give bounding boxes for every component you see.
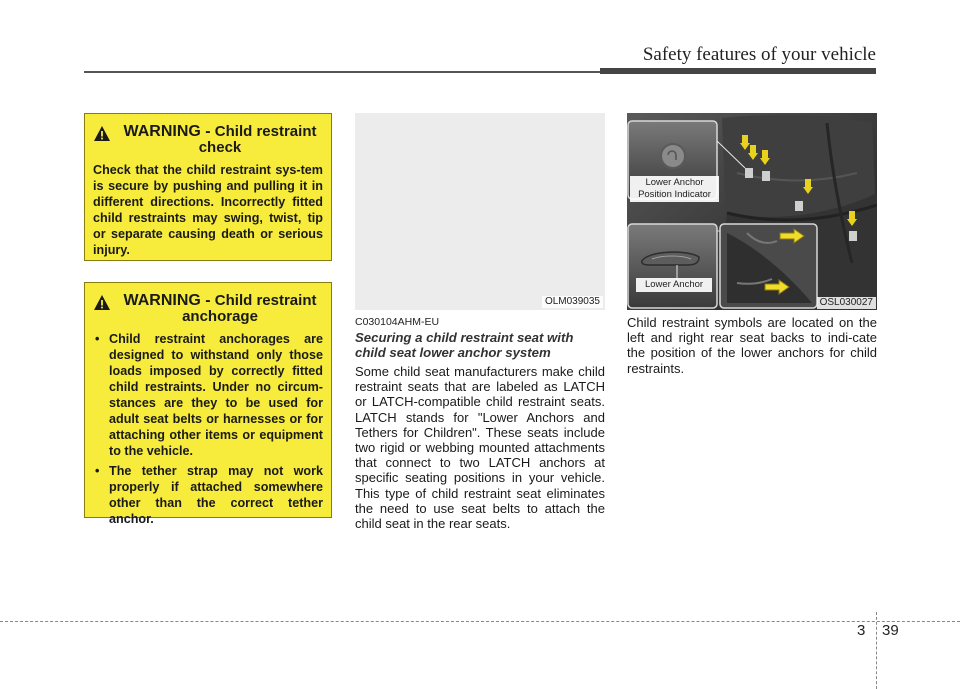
figure-code: OSL030027 bbox=[817, 297, 876, 309]
warning-title bbox=[117, 124, 323, 156]
warning-box-child-restraint-check bbox=[84, 113, 332, 261]
warning-subject: Child restraint check bbox=[198, 123, 317, 156]
warning-header bbox=[93, 124, 323, 156]
warning-list bbox=[93, 331, 323, 527]
warning-label: WARNING - bbox=[123, 123, 211, 140]
warning-title bbox=[117, 293, 323, 325]
warning-list-item: • The tether strap may not work properly if attached somewhere other than the correct tether anchor. bbox=[93, 463, 323, 527]
page-chapter: 3 bbox=[857, 622, 866, 639]
figure-placeholder-photo bbox=[355, 113, 605, 310]
anchor-pointer-arrow-icon bbox=[764, 279, 790, 295]
section-code: C030104AHM-EU bbox=[355, 316, 440, 328]
figure-lower-anchor-photo bbox=[627, 113, 877, 310]
warning-label: WARNING - bbox=[123, 292, 211, 309]
anchor-marker-icon bbox=[760, 150, 770, 166]
footer-divider bbox=[876, 612, 877, 689]
anchor-marker-icon bbox=[847, 211, 857, 227]
warning-header bbox=[93, 293, 323, 325]
warning-box-child-restraint-anchorage bbox=[84, 282, 332, 526]
section-body: Some child seat manufacturers make child restraint seats that are labeled as LATCH or LATCH-compatible child restraint seats. LATCH stands for "Lower Anchors and Tethers for Children". These seats include two rigid or webbing mounted attachments that connect to two LATCH anchors at specific seating positions in your vehicle. This type of child restraint seat eliminates the need to use seat belts to attach the child seat in the rear seats. bbox=[355, 364, 605, 532]
lower-anchor-label: Lower Anchor bbox=[636, 278, 712, 292]
anchor-marker-icon bbox=[803, 179, 813, 195]
page-number: 39 bbox=[882, 622, 899, 639]
footer-rule bbox=[0, 621, 960, 622]
page-header-title: Safety features of your vehicle bbox=[642, 44, 876, 65]
lower-anchor-indicator-label: Lower Anchor Position Indicator bbox=[630, 176, 719, 202]
warning-list-item: • Child restraint anchorages are designed to withstand only those loads imposed by correctly fitted child restraints. Under no circum-stances are they to be used for adult seat belts or harnesses or for attaching other items or equipment to the vehicle. bbox=[93, 331, 323, 459]
anchor-marker-icon bbox=[748, 145, 758, 161]
right-column-paragraph: Child restraint symbols are located on the left and right rear seat backs to indi-cate the position of the lower anchors for child restraints. bbox=[627, 315, 877, 376]
warning-subject: Child restraint anchorage bbox=[182, 292, 317, 325]
anchor-pointer-arrow-icon bbox=[779, 228, 805, 244]
figure-code: OLM039035 bbox=[542, 296, 603, 308]
header-rule-accent bbox=[600, 68, 876, 74]
warning-body: Check that the child restraint sys-tem is secure by pushing and pulling it in different directions. Incorrectly fitted child restraints may swing, twist, tip or separate causing death or serious injury. bbox=[93, 163, 323, 257]
warning-triangle-icon bbox=[93, 125, 111, 142]
warning-triangle-icon bbox=[93, 294, 111, 311]
section-heading: Securing a child restraint seat with child seat lower anchor system bbox=[355, 330, 574, 360]
